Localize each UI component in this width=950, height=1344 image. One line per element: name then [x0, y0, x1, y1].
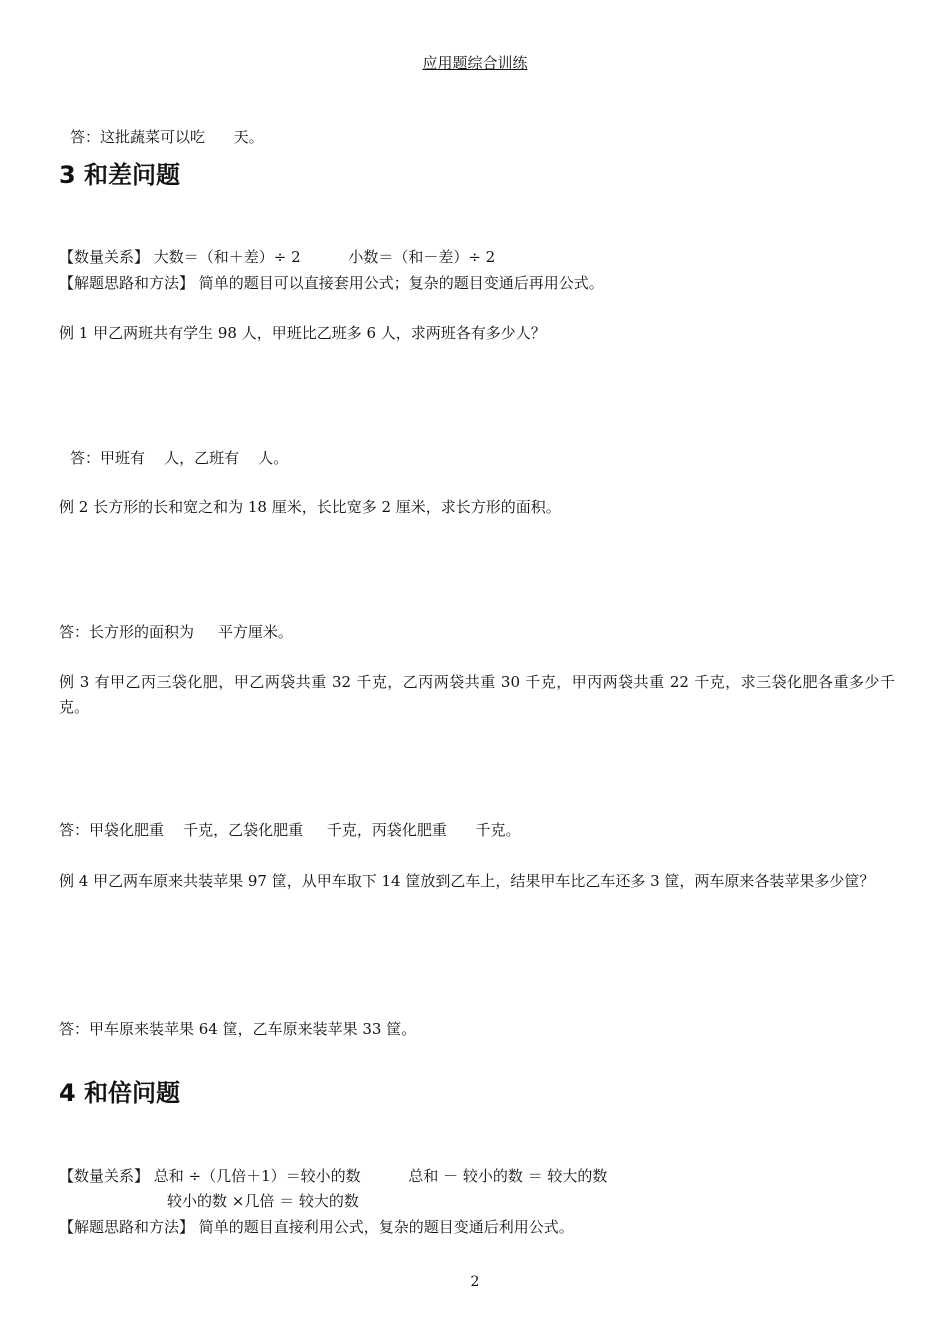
example-1: 例 1 甲乙两班共有学生 98 人，甲班比乙班多 6 人，求两班各有多少人？ — [59, 324, 546, 342]
answer-vegetables: 答：这批蔬菜可以吃 天。 — [70, 128, 264, 146]
section-4-relation-line2: 较小的数 ×几倍 ＝ 较大的数 — [167, 1192, 359, 1210]
answer-3: 答：甲袋化肥重 千克，乙袋化肥重 千克，丙袋化肥重 千克。 — [59, 821, 521, 839]
answer-1: 答：甲班有 人，乙班有 人。 — [70, 449, 289, 467]
page-header-title: 应用题综合训练 — [422, 54, 528, 72]
section-4-relation-line1: 【数量关系】 总和 ÷（几倍＋1）＝较小的数 总和 － 较小的数 ＝ 较大的数 — [59, 1167, 608, 1185]
answer-4: 答：甲车原来装苹果 64 筐，乙车原来装苹果 33 筐。 — [59, 1020, 417, 1038]
section-3-method: 【解题思路和方法】 简单的题目可以直接套用公式；复杂的题目变通后再用公式。 — [59, 274, 604, 292]
answer-2: 答：长方形的面积为 平方厘米。 — [59, 623, 293, 641]
section-3-relation: 【数量关系】 大数＝（和＋差）÷ 2 小数＝（和－差）÷ 2 — [59, 248, 496, 266]
section-4-method: 【解题思路和方法】 简单的题目直接利用公式，复杂的题目变通后利用公式。 — [59, 1218, 574, 1236]
example-4: 例 4 甲乙两车原来共装苹果 97 筐，从甲车取下 14 筐放到乙车上，结果甲车比乙车还多 3 筐，两车原来各装苹果多少筐？ — [59, 872, 875, 890]
page-number: 2 — [470, 1274, 480, 1290]
example-2: 例 2 长方形的长和宽之和为 18 厘米，长比宽多 2 厘米，求长方形的面积。 — [59, 498, 561, 516]
section-3-heading: 3 和差问题 — [59, 161, 181, 189]
example-3: 例 3 有甲乙丙三袋化肥，甲乙两袋共重 32 千克，乙丙两袋共重 30 千克，甲丙两袋共重 22 千克，求三袋化肥各重多少千克。 — [59, 673, 895, 716]
section-4-heading: 4 和倍问题 — [59, 1079, 181, 1107]
